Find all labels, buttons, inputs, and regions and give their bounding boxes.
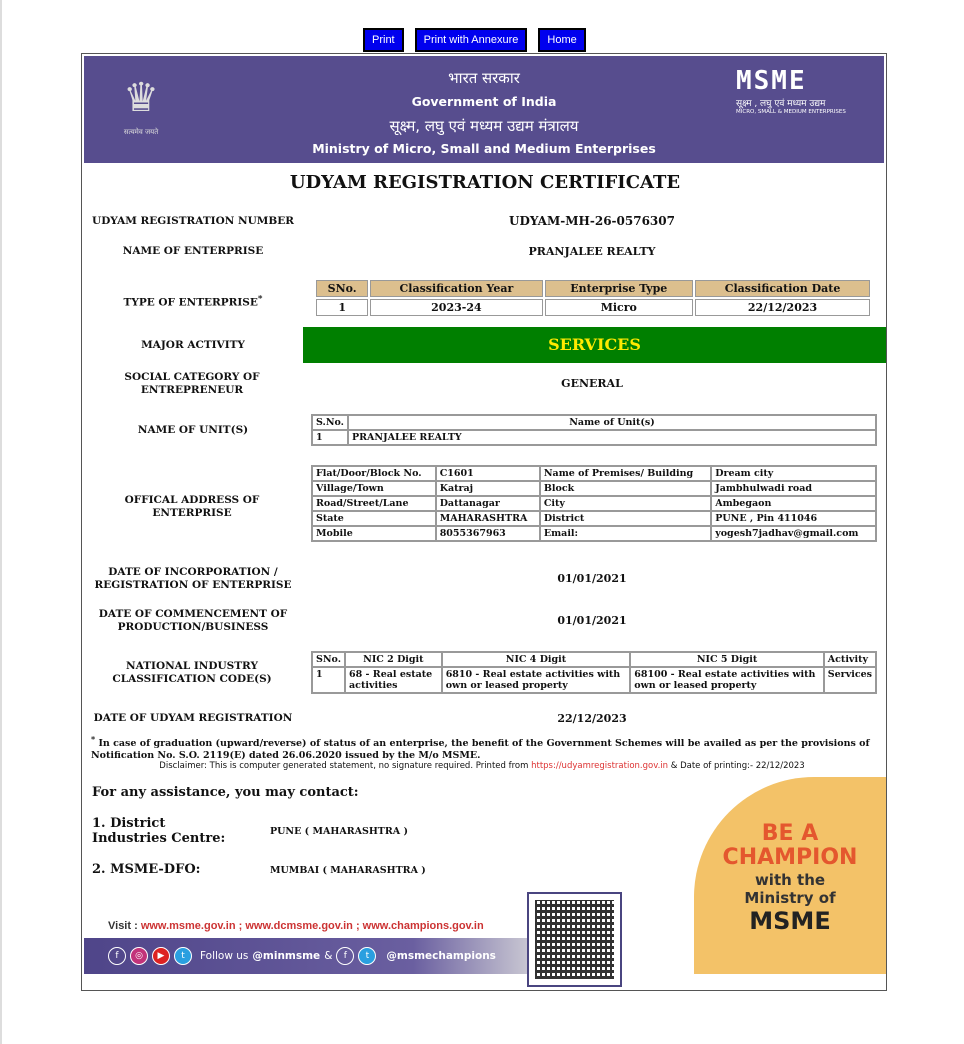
label-type bbox=[90, 293, 296, 310]
cell: Micro bbox=[545, 299, 694, 316]
left-edge bbox=[0, 0, 2, 1044]
label-social: SOCIAL CATEGORY OF ENTREPRENEUR bbox=[124, 371, 260, 396]
cell: Mobile bbox=[312, 526, 436, 541]
cell: Name of Premises/ Building bbox=[540, 466, 711, 481]
toolbar bbox=[363, 28, 586, 52]
cell: 1 bbox=[312, 430, 348, 445]
cell: MAHARASHTRA bbox=[436, 511, 540, 526]
follow-text: Follow us bbox=[200, 950, 249, 962]
visit-label: Visit : bbox=[108, 920, 141, 932]
note-text: In case of graduation (upward/reverse) of status of an enterprise, the benefit of the Government Schemes will be availed as per the provisions of Notification No. S.O. 2119(E) dated 26.06.2020 issued by the M/o MSME. bbox=[91, 738, 870, 762]
col-sno: SNo. bbox=[312, 652, 345, 667]
cell: Email: bbox=[540, 526, 711, 541]
visit-line bbox=[108, 920, 484, 932]
cell: 8055367963 bbox=[436, 526, 540, 541]
cell: District bbox=[540, 511, 711, 526]
incorporation-date: 01/01/2021 bbox=[557, 572, 627, 585]
col-year: Classification Year bbox=[370, 280, 542, 297]
col-nic2: NIC 2 Digit bbox=[345, 652, 442, 667]
cell: PRANJALEE REALTY bbox=[348, 430, 876, 445]
type-label: TYPE OF ENTERPRISE bbox=[123, 296, 258, 309]
table-row bbox=[312, 511, 876, 526]
classification-table bbox=[314, 278, 872, 318]
hindi-ministry: सूक्ष्म, लघु एवं मध्यम उद्यम मंत्रालय bbox=[389, 117, 579, 135]
col-sno: SNo. bbox=[316, 280, 368, 297]
disclaimer-text: Disclaimer: This is computer generated statement, no signature required. Printed from bbox=[159, 761, 532, 771]
cell: Block bbox=[540, 481, 711, 496]
website-links[interactable]: www.msme.gov.in ; www.dcmsme.gov.in ; www.champions.gov.in bbox=[140, 920, 484, 932]
champ-line4: Ministry of bbox=[744, 889, 836, 907]
home-button[interactable]: Home bbox=[538, 28, 585, 52]
cell: 6810 - Real estate activities with own or leased property bbox=[442, 667, 631, 693]
cell: 68100 - Real estate activities with own or leased property bbox=[630, 667, 823, 693]
table-row bbox=[312, 526, 876, 541]
commencement-date: 01/01/2021 bbox=[557, 614, 627, 627]
contact-heading: For any assistance, you may contact: bbox=[92, 785, 359, 800]
cell: City bbox=[540, 496, 711, 511]
champ-line3: with the bbox=[754, 871, 826, 889]
twitter-icon[interactable]: t bbox=[358, 947, 376, 965]
col-nic5: NIC 5 Digit bbox=[630, 652, 823, 667]
table-row bbox=[312, 430, 876, 445]
certificate bbox=[81, 53, 887, 991]
cell: 2023-24 bbox=[370, 299, 542, 316]
facebook-icon[interactable]: f bbox=[336, 947, 354, 965]
label-activity: MAJOR ACTIVITY bbox=[141, 339, 245, 351]
cell: Ambegaon bbox=[711, 496, 876, 511]
champ-line5: MSME bbox=[749, 907, 831, 935]
cell: Flat/Door/Block No. bbox=[312, 466, 436, 481]
label-nic: NATIONAL INDUSTRY CLASSIFICATION CODE(S) bbox=[112, 660, 272, 685]
cell: Village/Town bbox=[312, 481, 436, 496]
dic-label: 1. District Industries Centre: bbox=[92, 816, 226, 846]
col-nic4: NIC 4 Digit bbox=[442, 652, 631, 667]
label-address: OFFICAL ADDRESS OF ENTERPRISE bbox=[124, 494, 260, 519]
col-unit: Name of Unit(s) bbox=[348, 415, 876, 430]
header-banner bbox=[84, 56, 884, 163]
table-row bbox=[312, 481, 876, 496]
cell: Dattanagar bbox=[436, 496, 540, 511]
address-table bbox=[311, 465, 877, 542]
cell: Services bbox=[824, 667, 876, 693]
cell: 1 bbox=[312, 667, 345, 693]
label-commence: DATE OF COMMENCEMENT OF PRODUCTION/BUSINESS bbox=[98, 608, 288, 633]
units-table bbox=[311, 414, 877, 446]
print-with-annexure-button[interactable]: Print with Annexure bbox=[415, 28, 528, 52]
cell: Road/Street/Lane bbox=[312, 496, 436, 511]
udyam-date: 22/12/2023 bbox=[557, 712, 627, 725]
cell: Katraj bbox=[436, 481, 540, 496]
col-date: Classification Date bbox=[695, 280, 870, 297]
facebook-icon[interactable]: f bbox=[108, 947, 126, 965]
label-units: NAME OF UNIT(S) bbox=[137, 424, 249, 436]
gov-title: Government of India bbox=[411, 94, 557, 109]
logo-text: MSME bbox=[736, 66, 807, 96]
dfo-value: MUMBAI ( MAHARASHTRA ) bbox=[270, 865, 426, 876]
asterisk: * bbox=[257, 294, 263, 304]
dic-value: PUNE ( MAHARASHTRA ) bbox=[270, 826, 408, 837]
cell: PUNE , Pin 411046 bbox=[711, 511, 876, 526]
cell: 1 bbox=[316, 299, 368, 316]
nic-table bbox=[311, 651, 877, 694]
reg-number: UDYAM-MH-26-0576307 bbox=[509, 214, 675, 228]
cell: 22/12/2023 bbox=[695, 299, 870, 316]
champion-banner bbox=[694, 777, 886, 974]
col-type: Enterprise Type bbox=[545, 280, 694, 297]
msme-logo bbox=[736, 66, 856, 115]
cell: Dream city bbox=[711, 466, 876, 481]
table-row bbox=[316, 299, 870, 316]
table-row bbox=[312, 667, 876, 693]
col-activity: Activity bbox=[824, 652, 876, 667]
disclaimer bbox=[82, 761, 882, 771]
qr-code bbox=[527, 892, 622, 987]
table-row bbox=[312, 496, 876, 511]
amp: & bbox=[324, 950, 333, 962]
udyam-link[interactable]: https://udyamregistration.gov.in bbox=[531, 761, 669, 771]
dfo-label: 2. MSME-DFO: bbox=[92, 862, 201, 877]
social-bar bbox=[84, 938, 554, 974]
emblem-motto: सत्यमेव जयते bbox=[123, 128, 159, 136]
hindi-gov: भारत सरकार bbox=[448, 69, 520, 87]
label-incorp: DATE OF INCORPORATION / REGISTRATION OF ENTERPRISE bbox=[94, 566, 292, 591]
label-udyam-date: DATE OF UDYAM REGISTRATION bbox=[93, 712, 293, 724]
handle-minmsme: @minmsme bbox=[252, 950, 321, 962]
cell: yogesh7jadhav@gmail.com bbox=[711, 526, 876, 541]
logo-hindi: सूक्ष्म , लघु एवं मध्यम उद्यम bbox=[736, 99, 826, 109]
cell: 68 - Real estate activities bbox=[345, 667, 442, 693]
instagram-icon[interactable]: ◎ bbox=[130, 947, 148, 965]
national-emblem-icon: ♛ सत्यमेव जयते bbox=[119, 68, 163, 143]
twitter-icon[interactable]: t bbox=[174, 947, 192, 965]
ministry-title: Ministry of Micro, Small and Medium Enterprises bbox=[312, 141, 656, 156]
youtube-icon[interactable]: ▶ bbox=[152, 947, 170, 965]
logo-sub: MICRO, SMALL & MEDIUM ENTERPRISES bbox=[736, 109, 846, 115]
major-activity: SERVICES bbox=[303, 327, 886, 363]
certificate-title: UDYAM REGISTRATION CERTIFICATE bbox=[289, 172, 681, 193]
label-reg-no: UDYAM REGISTRATION NUMBER bbox=[92, 215, 294, 227]
print-button[interactable]: Print bbox=[363, 28, 404, 52]
enterprise-name: PRANJALEE REALTY bbox=[528, 245, 656, 258]
champ-line2: CHAMPION bbox=[722, 845, 858, 870]
col-sno: S.No. bbox=[312, 415, 348, 430]
cell: C1601 bbox=[436, 466, 540, 481]
handle-msmechampions: @msmechampions bbox=[386, 950, 496, 962]
social-category: GENERAL bbox=[561, 377, 623, 390]
cell: State bbox=[312, 511, 436, 526]
label-name: NAME OF ENTERPRISE bbox=[122, 245, 264, 257]
table-row bbox=[312, 466, 876, 481]
cell: Jambhulwadi road bbox=[711, 481, 876, 496]
champ-line1: BE A bbox=[761, 821, 819, 846]
graduation-note: * In case of graduation (upward/reverse) of status of an enterprise, the benefit of the Government Schemes will be availed as per the provisions of Notification No. S.O. 2119(E) dated 26.06.2020 issued by the M/o MSME. bbox=[91, 735, 870, 762]
print-date: & Date of printing:- 22/12/2023 bbox=[668, 761, 805, 771]
